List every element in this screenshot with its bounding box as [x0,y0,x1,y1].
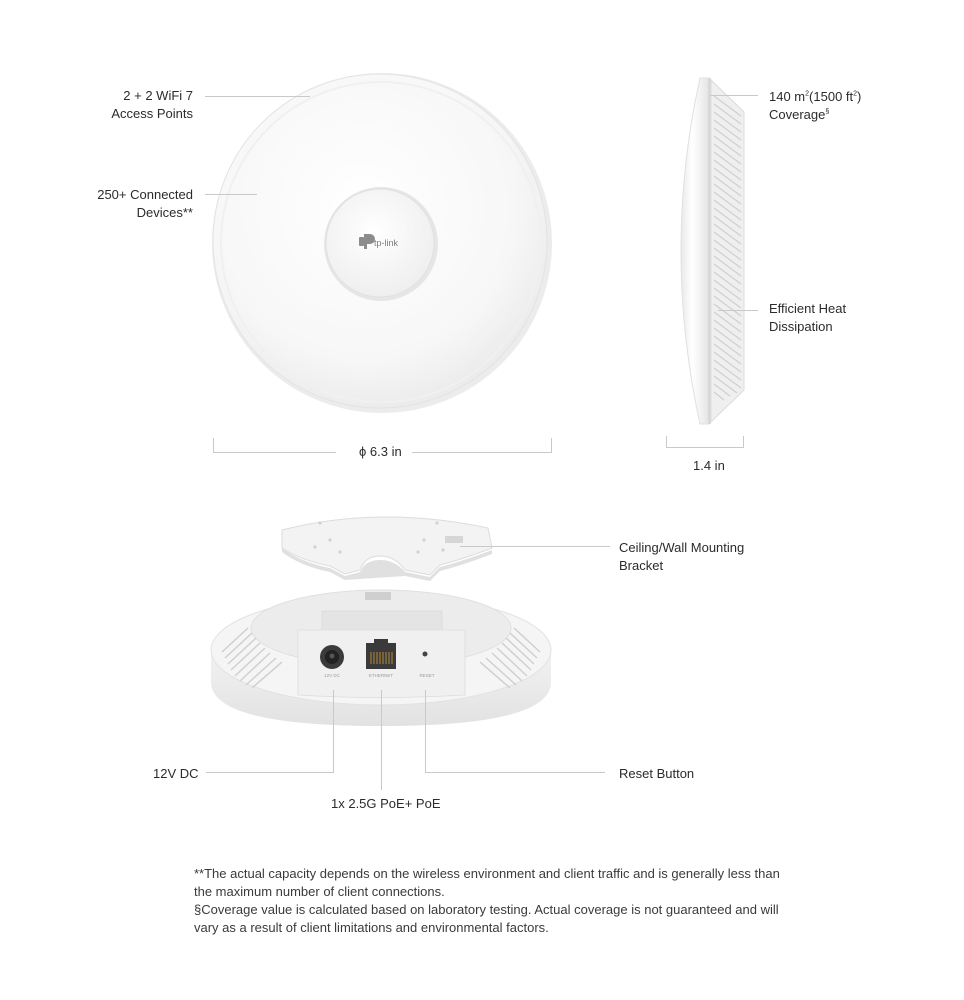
logo-text: tp-link [374,238,399,248]
callout-wifi [111,87,193,123]
ethernet-port-icon [366,639,396,669]
callout-devices-line2: Devices** [136,205,193,220]
port-label-dc: 12V DC [324,673,340,678]
callout-wifi-line1: 2 + 2 WiFi 7 [123,88,193,103]
callout-heat-line2: Dissipation [769,319,833,334]
callout-coverage-line1: 140 $m^2(1500$ $ft^2$) [769,89,862,104]
leader-line-ethernet [381,690,382,790]
footnotes [194,865,794,937]
callout-dc: 12V DC [153,766,199,781]
callout-bracket-line2: Bracket [619,558,664,573]
callout-reset: Reset Button [619,766,695,781]
leader-line-coverage [710,95,758,96]
callout-ethernet: 1x 2.5G PoE+ PoE [331,796,441,811]
leader-line-heat [718,310,758,311]
port-label-reset: RESET [419,673,435,678]
callout-devices [97,186,193,222]
port-label-ethernet: ETHERNET [368,673,394,678]
mounting-bracket [282,517,492,581]
leader-line-devices [205,194,257,195]
dimension-line-right [412,452,552,453]
leader-line-bracket [460,546,610,547]
dimension-tick-right [551,438,552,452]
footnote-coverage: §Coverage value is calculated based on laboratory testing. Actual coverage is not guaranteed and will vary as a result of client limitations and environmental factors. [194,902,779,935]
callout-coverage-line2: Coverage§ [769,107,830,122]
callout-heat-line1: Efficient Heat [769,301,847,316]
callout-bracket-line1: Ceiling/Wall Mounting [619,540,745,555]
callout-wifi-line2: Access Points [111,106,193,121]
leader-line-reset-horizontal [425,772,605,773]
callout-coverage [769,88,861,124]
dimension-tick-left [213,438,214,452]
leader-line-wifi [205,96,310,97]
thickness-line [666,447,744,448]
dimension-diameter-label: ϕ 6.3 in [359,444,402,459]
reset-pinhole-icon [423,652,428,657]
dimension-line-left [213,452,336,453]
leader-line-reset-vertical [425,690,426,773]
thickness-tick-right [743,436,744,448]
callout-heat [769,300,846,336]
leader-line-dc-vertical [333,690,334,773]
callout-bracket [619,539,744,575]
callout-devices-line1: 250+ Connected [97,187,193,202]
footnote-capacity: **The actual capacity depends on the wireless environment and client traffic and is generally less than the maximum number of client connections. [194,866,780,899]
dimension-thickness-label: 1.4 in [693,458,725,473]
leader-line-dc-horizontal [206,772,334,773]
